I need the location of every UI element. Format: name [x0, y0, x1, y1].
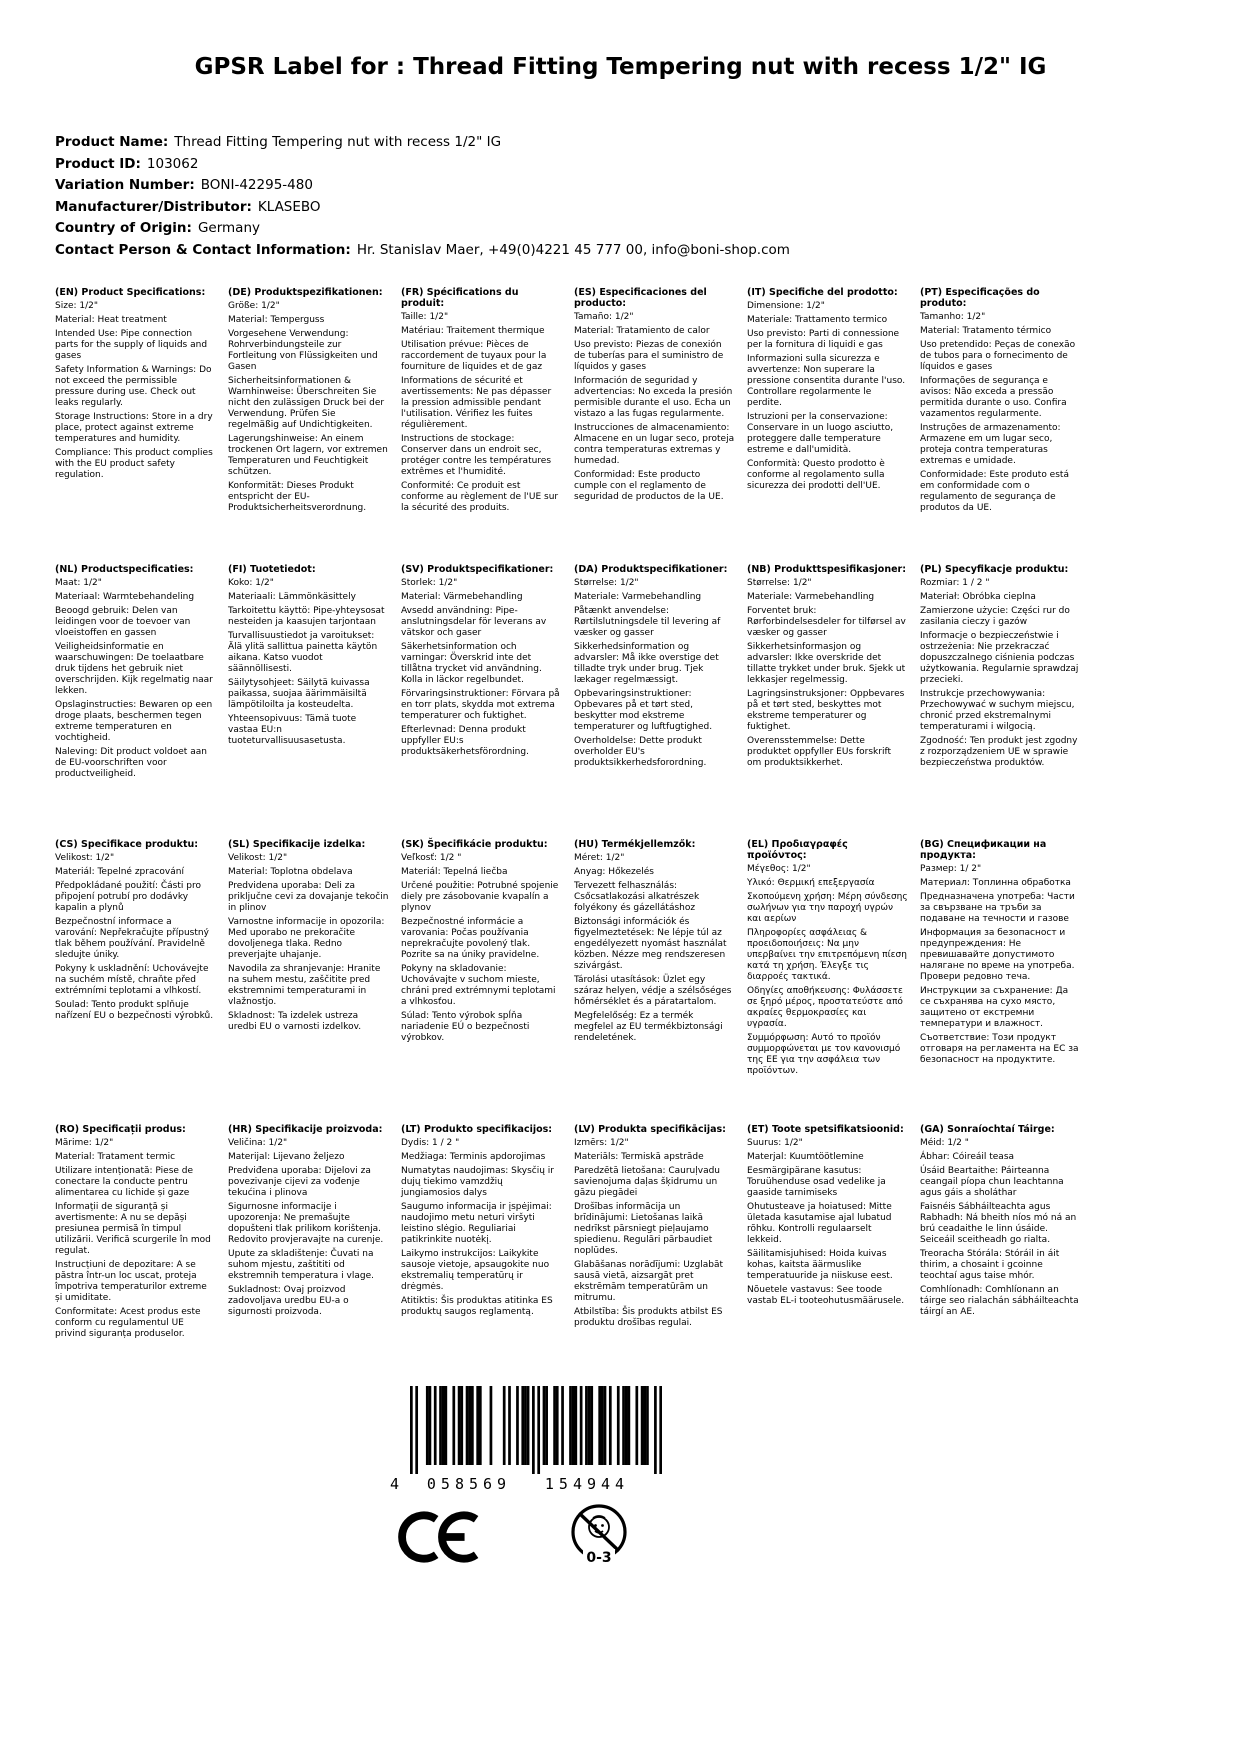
spec-paragraph-safety: Sikkerhetsinformasjon og advarsler: Ikke overskride det tillatte trykket under bruk. Sjekk ut lekkasjer regelmessig. [747, 642, 906, 685]
bottom-marks-section [390, 1386, 690, 1569]
manufacturer-row [55, 197, 1186, 219]
spec-paragraph-size: Koko: 1/2" [228, 578, 274, 588]
spec-paragraph-storage: Οδηγίες αποθήκευσης: Φυλάσσετε σε ξηρό μέρος, προστατεύστε από ακραίες θερμοκρασίες και υγρασία. [747, 986, 903, 1029]
spec-paragraph-storage: Säilitamisjuhised: Hoida kuivas kohas, kaitsta äärmuslike temperatuuride ja niiskuse eest. [747, 1249, 893, 1281]
spec-paragraph-use: Predvidena uporaba: Deli za priključne cevi za dovajanje tekočin in plinov [228, 881, 389, 913]
variation-number-row [55, 175, 1186, 197]
spec-paragraph-size: Размер: 1/ 2" [920, 864, 982, 874]
spec-block-title: (RO) Specificații produs: [55, 1124, 186, 1135]
spec-paragraph-use: Uso previsto: Parti di connessione per la fornitura di liquidi e gas [747, 329, 900, 350]
spec-paragraph-size: Storlek: 1/2" [401, 578, 458, 588]
spec-paragraph-compliance: Comhlíonadh: Comhlíonann an táirge seo rialachán sábháilteachta táirgí an AE. [920, 1285, 1079, 1317]
spec-paragraph-use: Utilisation prévue: Pièces de raccordement de tuyaux pour la fourniture de liquides et de gaz [401, 340, 547, 372]
spec-paragraph-storage: Opslaginstructies: Bewaren op een droge plaats, beschermen tegen extreme temperaturen en vochtigheid. [55, 700, 213, 743]
spec-paragraph-use: Předpokládané použití: Části pro připojení potrubí pro dodávky kapalin a plynů [55, 881, 201, 913]
spec-paragraph-safety: Säkerhetsinformation och varningar: Överskrid inte det tillåtna trycket vid användning. Kolla in läckor regelbundet. [401, 642, 542, 685]
spec-paragraph-safety: Información de seguridad y advertencias: No exceda la presión permisible durante el uso. Echa un vistazo a las fugas regularmente. [574, 376, 733, 419]
spec-block-sv [401, 564, 566, 839]
spec-paragraph-use: Uso previsto: Piezas de conexión de tuberías para el suministro de líquidos y gases [574, 340, 724, 372]
spec-paragraph-use: Vorgesehene Verwendung: Rohrverbindungsteile zur Fortleitung von Flüssigkeiten und Gasen [228, 329, 378, 372]
spec-paragraph-use: Numatytas naudojimas: Skysčių ir dujų tiekimo vamzdžių jungiamosios dalys [401, 1166, 555, 1198]
spec-block-title: (CS) Specifikace produktu: [55, 839, 199, 850]
spec-block-title: (SK) Špecifikácie produktu: [401, 839, 548, 850]
country-of-origin-value: Germany [197, 220, 260, 236]
spec-paragraph-material: Υλικό: Θερμική επεξεργασία [747, 878, 875, 888]
spec-paragraph-size: Størrelse: 1/2" [747, 578, 812, 588]
spec-paragraph-size: Méret: 1/2" [574, 853, 625, 863]
spec-block-cs [55, 839, 220, 1124]
spec-paragraph-use: Určené použitie: Potrubné spojenie diely pre zásobovanie kvapalín a plynov [401, 881, 559, 913]
spec-block-title: (EL) Προδιαγραφές προϊόντος: [747, 839, 848, 861]
spec-block-title: (LT) Produkto specifikacijos: [401, 1124, 553, 1135]
spec-paragraph-compliance: Συμμόρφωση: Αυτό το προϊόν συμμορφώνεται με τον κανονισμό της ΕΕ για την ασφάλεια των προϊόντων. [747, 1033, 901, 1076]
product-id-row [55, 154, 1186, 176]
spec-paragraph-storage: Upute za skladištenje: Čuvati na suhom mjestu, zaštititi od ekstremnih temperatura i vlage. [228, 1249, 374, 1281]
spec-block-title: (ES) Especificaciones del producto: [574, 287, 707, 309]
spec-block-title: (FI) Tuotetiedot: [228, 564, 316, 575]
spec-paragraph-use: Σκοπούμενη χρήση: Μέρη σύνδεσης σωλήνων για την παροχή υγρών και αερίων [747, 892, 908, 924]
spec-block-title: (SV) Produktspecifikationer: [401, 564, 554, 575]
spec-paragraph-size: Veličina: 1/2" [228, 1138, 288, 1148]
spec-paragraph-safety: Bezpečnostní informace a varování: Nepřekračujte přípustný tlak během používání. Pravidelně sledujte úniky. [55, 917, 209, 960]
product-info [55, 132, 1186, 261]
product-id-value: 103062 [146, 155, 199, 172]
spec-block-fr [401, 287, 566, 564]
spec-paragraph-size: Tamaño: 1/2" [574, 312, 634, 322]
spec-paragraph-safety: Veiligheidsinformatie en waarschuwingen: De toelaatbare druk tijdens het gebruik niet overschrijden. Kijk regelmatig naar lekken. [55, 642, 213, 696]
ean-barcode [390, 1386, 690, 1493]
spec-paragraph-storage: Инструкции за съхранение: Да се съхранява на сухо място, защитено от екстремни температури и влажност. [920, 986, 1069, 1029]
spec-paragraph-size: Velikost: 1/2" [228, 853, 288, 863]
spec-paragraph-safety: Drošības informācija un brīdinājumi: Lietošanas laikā nedrīkst pārsniegt pieļaujamo spiedienu. Regulāri pārbaudiet noplūdes. [574, 1202, 713, 1256]
spec-paragraph-material: Medžiaga: Terminis apdorojimas [401, 1152, 546, 1162]
spec-block-title: (PT) Especificações do produto: [920, 287, 1040, 309]
spec-paragraph-size: Veľkosť: 1/2 " [401, 853, 462, 863]
spec-paragraph-compliance: Overholdelse: Dette produkt overholder EU's produktsikkerhedsforordning. [574, 736, 707, 768]
spec-block-en [55, 287, 220, 564]
spec-paragraph-safety: Varnostne informacije in opozorila: Med uporabo ne prekoračite dovoljenega tlaka. Redno preverjajte uhajanje. [228, 917, 385, 960]
spec-paragraph-compliance: Conformidade: Este produto está em conformidade com o regulamento de segurança de produtos da UE. [920, 470, 1069, 513]
spec-paragraph-storage: Instrucțiuni de depozitare: A se păstra într-un loc uscat, proteja împotriva temperaturilor extreme și umiditate. [55, 1260, 207, 1303]
spec-paragraph-compliance: Conformitate: Acest produs este conform cu regulamentul UE privind siguranța produselor. [55, 1307, 201, 1339]
spec-paragraph-material: Материал: Топлинна обработка [920, 878, 1071, 888]
manufacturer-value: KLASEBO [257, 198, 321, 215]
spec-paragraph-storage: Treoracha Stórála: Stóráil in áit thirim, a chosaint i gcoinne teochtaí agus taise mhór. [920, 1249, 1060, 1281]
spec-paragraph-compliance: Súlad: Tento výrobok spĺňa nariadenie EÚ o bezpečnosti výrobkov. [401, 1011, 530, 1043]
spec-paragraph-safety: Informações de segurança e avisos: Não exceda a pressão permitida durante o uso. Confira vazamentos regularmente. [920, 376, 1067, 419]
spec-paragraph-material: Material: Heat treatment [55, 315, 167, 325]
spec-block-et [747, 1124, 912, 1340]
spec-paragraph-compliance: Yhteensopivuus: Tämä tuote vastaa EU:n tuoteturvallisuusasetusta. [228, 714, 357, 746]
spec-paragraph-material: Materiál: Tepelná liečba [401, 867, 508, 877]
spec-block-ga [920, 1124, 1085, 1340]
spec-block-fi [228, 564, 393, 839]
spec-block-lv [574, 1124, 739, 1340]
spec-paragraph-material: Materiale: Trattamento termico [747, 315, 888, 325]
spec-paragraph-safety: Sikkerhedsinformation og advarsler: Må ikke overstige det tilladte tryk under brug. Tjek lækager regelmæssigt. [574, 642, 719, 685]
spec-paragraph-size: Taille: 1/2" [401, 312, 449, 322]
product-name-label: Product Name: [55, 134, 169, 150]
spec-paragraph-storage: Instrukcje przechowywania: Przechowywać w suchym miejscu, chronić przed ekstremalnymi temperaturami i wilgocią. [920, 689, 1075, 732]
product-id-label: Product ID: [55, 155, 141, 172]
country-of-origin-label: Country of Origin: [55, 220, 192, 236]
spec-paragraph-material: Materiaal: Warmtebehandeling [55, 592, 195, 602]
contact-row [55, 240, 1186, 262]
spec-paragraph-compliance: Overensstemmelse: Dette produktet oppfyller EUs forskrift om produktsikkerhet. [747, 736, 892, 768]
spec-paragraph-material: Anyag: Hőkezelés [574, 867, 654, 877]
spec-paragraph-safety: Informazioni sulla sicurezza e avvertenze: Non superare la pressione consentita durante l'uso. Controllare regolarmente le perdite. [747, 354, 906, 408]
spec-paragraph-material: Ábhar: Cóireáil teasa [920, 1152, 1015, 1162]
spec-paragraph-compliance: Съответствие: Този продукт отговаря на регламента на ЕС за безопасност на продуктите. [920, 1033, 1079, 1065]
spec-block-title: (DE) Produktspezifikationen: [228, 287, 383, 298]
spec-paragraph-use: Úsáid Beartaithe: Páirteanna ceangail píopa chun leachtanna agus gáis a sholáthar [920, 1166, 1064, 1198]
spec-block-title: (BG) Спецификации на продукта: [920, 839, 1047, 861]
spec-paragraph-safety: Sicherheitsinformationen & Warnhinweise: Überschreiten Sie nicht den zulässigen Druck bei der Verwendung. Prüfen Sie regelmäßig auf Undichtigkeiten. [228, 376, 385, 430]
spec-paragraph-safety: Πληροφορίες ασφάλειας & προειδοποιήσεις: Να μην υπερβαίνει την επιτρεπόμενη πίεση κατά τη χρήση. Έλεγξε τις διαρροές τακτικά. [747, 928, 907, 982]
spec-paragraph-safety: Safety Information & Warnings: Do not exceed the permissible pressure during use. Check out leaks regularly. [55, 365, 212, 408]
spec-paragraph-storage: Tárolási utasítások: Üzlet egy száraz helyen, védje a szélsőséges hőmérséklet és a páratartalom. [574, 975, 732, 1007]
product-name-value: Thread Fitting Tempering nut with recess 1/2" IG [174, 134, 502, 150]
spec-paragraph-use: Påtænkt anvendelse: Rørtilslutningsdele til levering af væsker og gasser [574, 606, 721, 638]
spec-paragraph-safety: Sigurnosne informacije i upozorenja: Ne premašujte dopušteni tlak prilikom korištenja. Redovito provjeravajte na curenje. [228, 1202, 384, 1245]
spec-paragraph-safety: Informacje o bezpieczeństwie i ostrzeżenia: Nie przekraczać dopuszczalnego ciśnienia podczas użytkowania. Regularnie sprawdzaj przecieki. [920, 631, 1079, 685]
variation-number-label: Variation Number: [55, 177, 195, 193]
spec-paragraph-use: Tervezett felhasználás: Csőcsatlakozási alkatrészek folyékony és gázellátáshoz [574, 881, 700, 913]
spec-block-it [747, 287, 912, 564]
spec-paragraph-compliance: Soulad: Tento produkt splňuje nařízení EU o bezpečnosti výrobků. [55, 1000, 214, 1021]
spec-paragraph-size: Méid: 1/2 " [920, 1138, 969, 1148]
spec-paragraph-storage: Säilytysohjeet: Säilytä kuivassa paikassa, suojaa äärimmäisiltä lämpötiloilta ja kosteudelta. [228, 678, 370, 710]
spec-block-el [747, 839, 912, 1124]
spec-paragraph-use: Paredzētā lietošana: Cauruļvadu savienojuma daļas šķidrumu un gāzu piegādei [574, 1166, 721, 1198]
spec-paragraph-safety: Informations de sécurité et avertissements: Ne pas dépasser la pression admissible pendant l'utilisation. Vérifiez les fuites régulièrement. [401, 376, 552, 430]
spec-paragraph-material: Materiāls: Termiskā apstrāde [574, 1152, 704, 1162]
page-title: GPSR Label for : Thread Fitting Tempering nut with recess 1/2" IG [194, 54, 1047, 80]
spec-paragraph-storage: Pokyny na skladovanie: Uchovávajte v suchom mieste, chráni pred extrémnymi teplotami a vlhkosťou. [401, 964, 556, 1007]
spec-paragraph-material: Materijal: Lijevano željezo [228, 1152, 345, 1162]
spec-grid [55, 287, 1186, 1340]
spec-paragraph-use: Intended Use: Pipe connection parts for the supply of liquids and gases [55, 329, 208, 361]
spec-block-nb [747, 564, 912, 839]
spec-paragraph-compliance: Skladnost: Ta izdelek ustreza uredbi EU o varnosti izdelkov. [228, 1011, 362, 1032]
spec-paragraph-use: Predviđena uporaba: Dijelovi za povezivanje cijevi za vođenje tekućina i plinova [228, 1166, 371, 1198]
spec-paragraph-material: Materjal: Kuumtöötlemine [747, 1152, 864, 1162]
spec-paragraph-material: Material: Tratament termic [55, 1152, 176, 1162]
spec-block-de [228, 287, 393, 564]
spec-block-sl [228, 839, 393, 1124]
spec-paragraph-safety: Saugumo informacija ir įspėjimai: naudojimo metu neturi viršyti leistino slėgio. Reguliariai patikrinkite nuotėkį. [401, 1202, 552, 1245]
spec-block-title: (PL) Specyfikacje produktu: [920, 564, 1069, 575]
spec-paragraph-size: Velikost: 1/2" [55, 853, 115, 863]
spec-paragraph-material: Material: Temperguss [228, 315, 325, 325]
spec-paragraph-compliance: Compliance: This product complies with the EU product safety regulation. [55, 448, 213, 480]
spec-block-title: (NB) Produkttspesifikasjoner: [747, 564, 907, 575]
spec-paragraph-compliance: Atitiktis: Šis produktas atitinka ES produktų saugos reglamentą. [401, 1296, 553, 1317]
spec-paragraph-material: Materiale: Varmebehandling [747, 592, 875, 602]
spec-block-title: (LV) Produkta specifikācijas: [574, 1124, 726, 1135]
spec-block-hr [228, 1124, 393, 1340]
spec-block-sk [401, 839, 566, 1124]
product-name-row [55, 132, 1186, 154]
spec-paragraph-compliance: Conformidad: Este producto cumple con el reglamento de seguridad de productos de la UE. [574, 470, 724, 502]
marks-row [396, 1509, 690, 1569]
spec-block-title: (SL) Specifikacije izdelka: [228, 839, 366, 850]
spec-paragraph-use: Utilizare intenționată: Piese de conectare la conducte pentru alimentarea cu lichide și gaze [55, 1166, 194, 1198]
spec-paragraph-storage: Instruções de armazenamento: Armazene em um lugar seco, proteja contra temperaturas extremas e umidade. [920, 423, 1061, 466]
spec-paragraph-safety: Информация за безопасност и предупреждения: Не превишавайте допустимото налягане по време на употреба. Провери редовно теча. [920, 928, 1075, 982]
spec-paragraph-size: Rozmiar: 1 / 2 " [920, 578, 990, 588]
spec-paragraph-size: Tamanho: 1/2" [920, 312, 986, 322]
spec-paragraph-storage: Instructions de stockage: Conserver dans un endroit sec, protéger contre les températures extrêmes et l'humidité. [401, 434, 552, 477]
spec-paragraph-use: Zamierzone użycie: Części rur do zasilania cieczy i gazów [920, 606, 1070, 627]
spec-paragraph-storage: Navodila za shranjevanje: Hranite na suhem mestu, zaščitite pred ekstremnimi temperaturami in vlažnostjo. [228, 964, 381, 1007]
contact-value: Hr. Stanislav Maer, +49(0)4221 45 777 00, info@boni-shop.com [356, 241, 790, 258]
contact-label: Contact Person & Contact Information: [55, 241, 351, 258]
spec-paragraph-storage: Storage Instructions: Store in a dry place, protect against extreme temperatures and humidity. [55, 412, 213, 444]
spec-paragraph-size: Størrelse: 1/2" [574, 578, 639, 588]
spec-block-nl [55, 564, 220, 839]
spec-paragraph-size: Izmērs: 1/2" [574, 1138, 629, 1148]
age-warning-label: 0-3 [586, 1550, 612, 1566]
spec-paragraph-storage: Lagringsinstruksjoner: Oppbevares på et tørt sted, beskyttes mot ekstreme temperaturer og fuktighet. [747, 689, 905, 732]
spec-paragraph-storage: Förvaringsinstruktioner: Förvara på en torr plats, skydda mot extrema temperaturer och fuktighet. [401, 689, 560, 721]
spec-paragraph-compliance: Efterlevnad: Denna produkt uppfyller EU:s produktsäkerhetsförordning. [401, 725, 529, 757]
spec-paragraph-safety: Ohutusteave ja hoiatused: Mitte ületada kasutamise ajal lubatud rõhku. Kontrolli regulaarselt lekkeid. [747, 1202, 892, 1245]
spec-paragraph-compliance: Sukladnost: Ovaj proizvod zadovoljava uredbu EU-a o sigurnosti proizvoda. [228, 1285, 349, 1317]
spec-paragraph-storage: Opbevaringsinstruktioner: Opbevares på et tørt sted, beskytter mod ekstreme temperaturer og luftfugtighed. [574, 689, 713, 732]
spec-paragraph-use: Предназначена употреба: Части за свързване на тръби за подаване на течности и газове [920, 892, 1075, 924]
spec-block-title: (GA) Sonraíochtaí Táirge: [920, 1124, 1055, 1135]
spec-paragraph-compliance: Conformità: Questo prodotto è conforme al regolamento sulla sicurezza dei prodotti dell'UE. [747, 459, 885, 491]
spec-paragraph-material: Material: Tratamiento de calor [574, 326, 710, 336]
spec-paragraph-safety: Informații de siguranță și avertismente: A nu se depăși presiunea permisă în timpul utilizării. Verifică scurgerile în mod regulat. [55, 1202, 211, 1256]
variation-number-value: BONI-42295-480 [200, 177, 313, 193]
spec-block-hu [574, 839, 739, 1124]
spec-block-es [574, 287, 739, 564]
spec-block-title: (HR) Specifikacije proizvoda: [228, 1124, 383, 1135]
spec-paragraph-material: Matériau: Traitement thermique [401, 326, 545, 336]
spec-paragraph-size: Suurus: 1/2" [747, 1138, 803, 1148]
spec-paragraph-compliance: Konformität: Dieses Produkt entspricht der EU-Produktsicherheitsverordnung. [228, 481, 367, 513]
spec-paragraph-size: Dydis: 1 / 2 " [401, 1138, 460, 1148]
spec-block-ro [55, 1124, 220, 1340]
spec-block-title: (NL) Productspecificaties: [55, 564, 194, 575]
age-warning-0-3-icon [566, 1501, 632, 1569]
spec-paragraph-material: Material: Värmebehandling [401, 592, 523, 602]
spec-paragraph-material: Materiał: Obróbka cieplna [920, 592, 1036, 602]
spec-paragraph-use: Eesmärgipärane kasutus: Toruühenduse osad vedelike ja gaaside tarnimiseks [747, 1166, 886, 1198]
barcode-digits-right: 154944 [544, 1475, 630, 1493]
spec-block-lt [401, 1124, 566, 1340]
spec-paragraph-size: Größe: 1/2" [228, 301, 280, 311]
spec-paragraph-material: Material: Tratamento térmico [920, 326, 1052, 336]
spec-paragraph-compliance: Megfelelőség: Ez a termék megfelel az EU termékbiztonsági rendeletének. [574, 1011, 723, 1043]
spec-block-pt [920, 287, 1085, 564]
spec-paragraph-size: Size: 1/2" [55, 301, 98, 311]
spec-paragraph-use: Avsedd användning: Pipe-anslutningsdelar för leverans av vätskor och gaser [401, 606, 547, 638]
country-of-origin-row [55, 218, 1186, 240]
spec-paragraph-safety: Turvallisuustiedot ja varoitukset: Älä ylitä sallittua painetta käytön aikana. Katso vuodot säännöllisesti. [228, 631, 378, 674]
spec-block-pl [920, 564, 1085, 839]
spec-block-title: (EN) Product Specifications: [55, 287, 206, 298]
spec-paragraph-use: Forventet bruk: Rørforbindelsesdeler for tilførsel av væsker og gasser [747, 606, 906, 638]
spec-block-title: (HU) Termékjellemzők: [574, 839, 696, 850]
spec-paragraph-use: Uso pretendido: Peças de conexão de tubos para o fornecimento de líquidos e gases [920, 340, 1076, 372]
barcode-digits [390, 1475, 690, 1493]
spec-block-da [574, 564, 739, 839]
spec-paragraph-storage: Istruzioni per la conservazione: Conservare in un luogo asciutto, proteggere dalle temperature estreme e dall'umidità. [747, 412, 894, 455]
spec-paragraph-compliance: Conformité: Ce produit est conforme au règlement de l'UE sur la sécurité des produits. [401, 481, 559, 513]
spec-paragraph-size: Dimensione: 1/2" [747, 301, 825, 311]
ce-mark-icon [396, 1509, 488, 1565]
spec-paragraph-storage: Pokyny k uskladnění: Uchovávejte na suchém místě, chraňte před extrémními teplotami a vlhkostí. [55, 964, 209, 996]
spec-paragraph-safety: Bezpečnostné informácie a varovania: Počas používania neprekračujte povolený tlak. Pozrite sa na úniky pravidelne. [401, 917, 540, 960]
spec-paragraph-use: Beoogd gebruik: Delen van leidingen voor de toevoer van vloeistoffen en gassen [55, 606, 191, 638]
spec-block-title: (ET) Toote spetsifikatsioonid: [747, 1124, 904, 1135]
spec-paragraph-size: Μέγεθος: 1/2" [747, 864, 811, 874]
spec-paragraph-material: Materiál: Tepelné zpracování [55, 867, 184, 877]
spec-paragraph-storage: Lagerungshinweise: An einem trockenen Ort lagern, vor extremen Temperaturen und Feuchtigkeit schützen. [228, 434, 388, 477]
spec-paragraph-size: Mărime: 1/2" [55, 1138, 114, 1148]
spec-paragraph-material: Materiale: Varmebehandling [574, 592, 702, 602]
spec-paragraph-compliance: Atbilstība: Šis produkts atbilst ES produktu drošības regulai. [574, 1307, 723, 1328]
spec-block-bg [920, 839, 1085, 1124]
spec-paragraph-size: Maat: 1/2" [55, 578, 102, 588]
spec-paragraph-storage: Glabāšanas norādījumi: Uzglabāt sausā vietā, aizsargāt pret ekstrēmām temperatūrām un mitrumu. [574, 1260, 723, 1303]
spec-paragraph-safety: Biztonsági információk és figyelmeztetések: Ne lépje túl az engedélyezett nyomást használat közben. Nézze meg rendszeresen szivárgást. [574, 917, 727, 971]
barcode-bars-icon [410, 1386, 662, 1474]
spec-paragraph-compliance: Naleving: Dit product voldoet aan de EU-voorschriften voor productveiligheid. [55, 747, 207, 779]
manufacturer-label: Manufacturer/Distributor: [55, 198, 252, 215]
barcode-digits-left: 058569 [426, 1475, 512, 1493]
spec-paragraph-storage: Laikymo instrukcijos: Laikykite sausoje vietoje, apsaugokite nuo ekstremalių temperatūrų ir drėgmės. [401, 1249, 550, 1292]
spec-paragraph-storage: Instrucciones de almacenamiento: Almacene en un lugar seco, proteja contra temperaturas extremas y humedad. [574, 423, 735, 466]
spec-paragraph-compliance: Nõuetele vastavus: See toode vastab EL-i tooteohutusmäärusele. [747, 1285, 905, 1306]
spec-paragraph-material: Material: Toplotna obdelava [228, 867, 353, 877]
spec-paragraph-compliance: Zgodność: Ten produkt jest zgodny z rozporządzeniem UE w sprawie bezpieczeństwa produktów. [920, 736, 1078, 768]
barcode-digit-system: 4 [390, 1475, 400, 1493]
spec-paragraph-material: Materiaali: Lämmönkäsittely [228, 592, 356, 602]
spec-block-title: (FR) Spécifications du produit: [401, 287, 519, 309]
spec-block-title: (DA) Produktspecifikationer: [574, 564, 728, 575]
spec-block-title: (IT) Specifiche del prodotto: [747, 287, 898, 298]
spec-paragraph-use: Tarkoitettu käyttö: Pipe-yhteysosat nesteiden ja kaasujen tarjontaan [228, 606, 385, 627]
spec-paragraph-safety: Faisnéis Sábháilteachta agus Rabhadh: Ná bheith níos mó ná an brú ceadaithe le linn úsáide. Seiceáil sceitheadh go rialta. [920, 1202, 1077, 1245]
